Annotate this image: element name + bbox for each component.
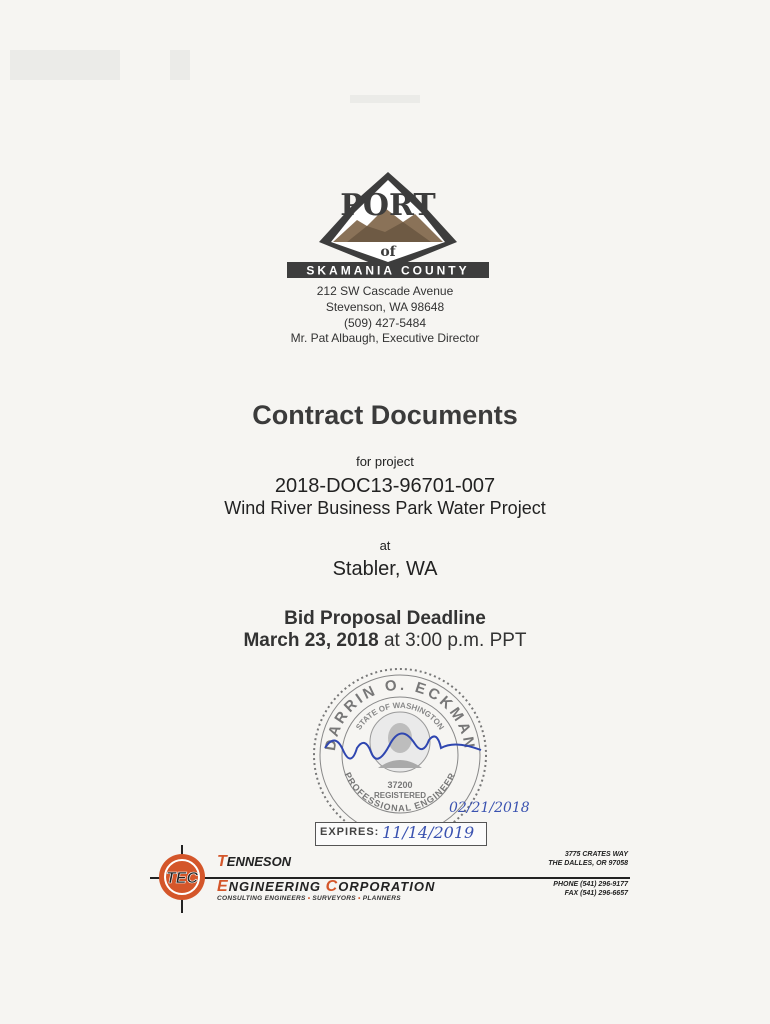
expires-stamp (315, 822, 487, 846)
company-fax: FAX (541) 296-6657 (564, 890, 628, 897)
document-title: Contract Documents (252, 400, 518, 430)
deadline-date: March 23, 2018 (243, 630, 379, 651)
company-name-line2: ENGINEERING CORPORATION (217, 878, 436, 895)
project-name: Wind River Business Park Water Project (224, 498, 546, 518)
tec-logo-text: TEC (166, 870, 198, 887)
company-tagline: CONSULTING ENGINEERS • SURVEYORS • PLANNERS (217, 895, 401, 902)
seal-state: STATE OF WASHINGTON (354, 700, 446, 732)
deadline-time: at 3:00 p.m. PPT (378, 630, 527, 651)
expires-date: 11/14/2019 (382, 823, 475, 842)
logo-port-text: PORT (340, 188, 436, 223)
address-phone: (509) 427-5484 (343, 316, 427, 330)
deadline-datetime (0, 630, 770, 652)
port-of-skamania-logo (285, 170, 491, 288)
company-street: 3775 CRATES WAY (564, 851, 628, 858)
tec-logo (148, 845, 218, 913)
logo-of-text: of (380, 244, 396, 260)
at-label: at (379, 538, 391, 553)
seal-name: DARRIN O. ECKMAN (321, 676, 479, 752)
signature-date: 02/21/2018 (449, 800, 530, 816)
address-director: Mr. Pat Albaugh, Executive Director (290, 331, 480, 345)
address-city: Stevenson, WA 98648 (325, 300, 445, 314)
company-address (500, 850, 628, 868)
company-name-line1: TENNESON (217, 853, 292, 870)
project-number: 2018-DOC13-96701-007 (274, 475, 496, 497)
project-location: Stabler, WA (332, 558, 438, 580)
expires-label: EXPIRES: (320, 826, 380, 838)
address-street: 212 SW Cascade Avenue (316, 284, 454, 298)
deadline-title: Bid Proposal Deadline (284, 608, 486, 629)
seal-number: 37200 (387, 780, 413, 790)
company-phone: PHONE (541) 296-9177 (553, 881, 628, 888)
bleed-through-shadow (10, 40, 760, 120)
seal-registered: REGISTERED (373, 791, 427, 800)
logo-band-text: SKAMANIA COUNTY (306, 263, 470, 278)
for-project-label: for project (356, 454, 414, 469)
company-city: THE DALLES, OR 97058 (548, 860, 628, 867)
seal-professional: PROFESSIONAL ENGINEER (342, 770, 458, 814)
company-contact (500, 880, 628, 898)
